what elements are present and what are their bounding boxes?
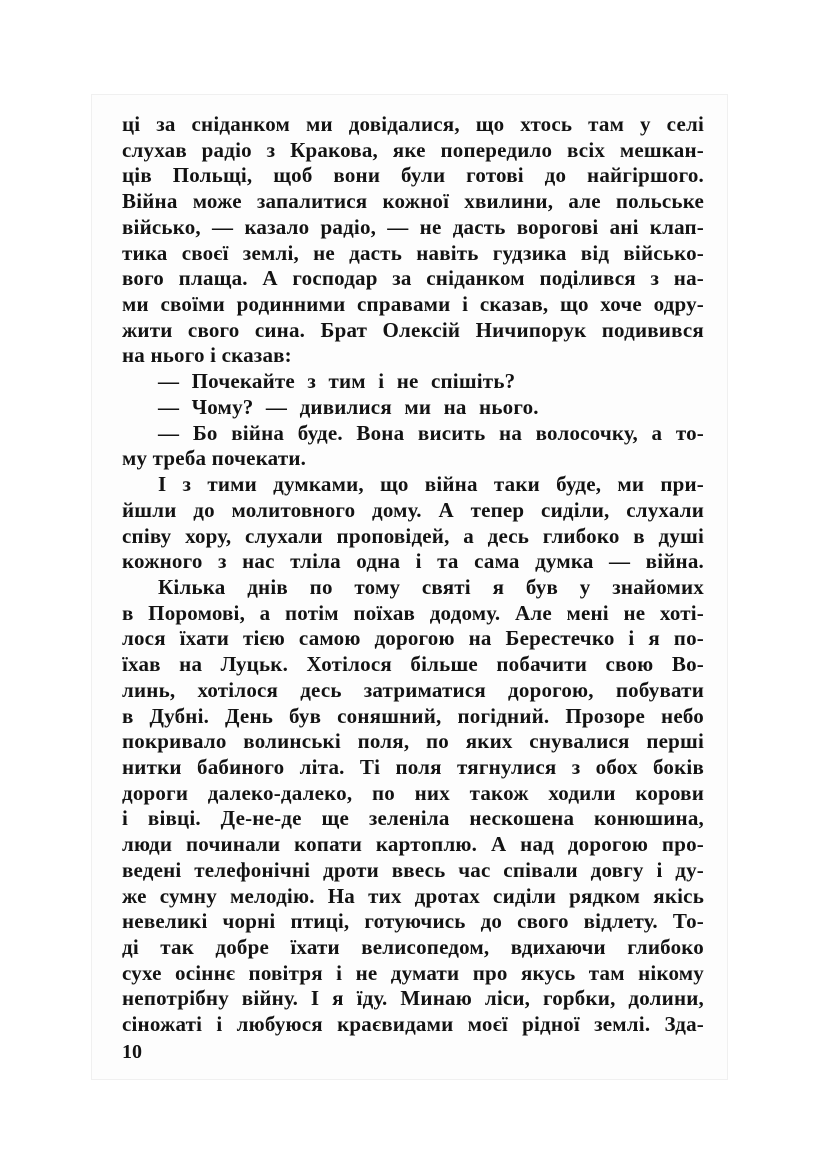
text-line: кожного з нас тліла одна і та сама думка — війна. xyxy=(122,549,704,574)
page-text-block xyxy=(122,112,704,1038)
text-line: ді так добре їхати велисопедом, вдихаючи глибоко xyxy=(122,935,704,959)
text-line: покривало волинські поля, по яких снувалися перші xyxy=(122,729,704,754)
text-line: невеликі чорні птиці, готуючись до свого відлету. То- xyxy=(122,909,704,934)
text-line: же сумну мелодію. На тих дротах сиділи рядком якісь xyxy=(122,883,704,908)
text-line: тика своєї землі, не дасть навіть гудзика від військо- xyxy=(122,240,704,265)
dialogue-line: — Бо війна буде. Вона висить на волосочку, а то- xyxy=(158,420,704,445)
text-line: військо, — казало радіо, — не дасть ворогові ані клап- xyxy=(122,214,704,239)
text-line: і вівці. Де-не-де ще зеленіла нескошена конюшина, xyxy=(122,806,704,831)
text-line: Війна може запалитися кожної хвилини, але польське xyxy=(122,189,704,214)
text-line: вого плаща. А господар за сніданком поділився з на- xyxy=(122,266,704,291)
text-line: дороги далеко-далеко, по них також ходили корови xyxy=(122,780,704,805)
text-line: ці за сніданком ми довідалися, що хтось там у селі xyxy=(122,112,704,136)
text-line: в Поромові, а потім поїхав додому. Але мені не хоті- xyxy=(122,600,704,625)
text-line: співу хору, слухали проповідей, а десь глибоко в душі xyxy=(122,523,704,548)
dialogue-line: — Чому? — дивилися ми на нього. xyxy=(158,394,539,419)
text-line: на нього і сказав: xyxy=(122,343,292,368)
dialogue-line: — Почекайте з тим і не спішіть? xyxy=(158,369,516,394)
text-line: му треба почекати. xyxy=(122,446,307,471)
text-line: нитки бабиного літа. Ті поля тягнулися з обох боків xyxy=(122,754,704,779)
text-line: сухе осіннє повітря і не думати про якусь там нікому xyxy=(122,960,704,985)
text-line: їхав на Луцьк. Хотілося більше побачити свою Во- xyxy=(122,652,704,677)
paragraph-start-line: Кілька днів по тому святі я був у знайомих xyxy=(158,574,704,599)
text-line: линь, хотілося десь затриматися дорогою, побувати xyxy=(122,677,704,702)
text-line: слухав радіо з Кракова, яке попередило всіх мешкан- xyxy=(122,137,704,162)
page-number: 10 xyxy=(122,1041,142,1063)
text-line: йшли до молитовного дому. А тепер сиділи, слухали xyxy=(122,497,704,522)
text-line: ведені телефонічні дроти ввесь час співали довгу і ду- xyxy=(122,857,704,882)
text-line: непотрібну війну. І я їду. Минаю ліси, горбки, долини, xyxy=(122,986,704,1011)
text-line: в Дубні. День був соняшний, погідний. Прозоре небо xyxy=(122,703,704,728)
text-line: ми своїми родинними справами і сказав, що хоче одру- xyxy=(122,292,704,317)
text-line: лося їхати тією самою дорогою на Берестечко і я по- xyxy=(122,626,704,651)
text-line: люди починали копати картоплю. А над дорогою про- xyxy=(122,832,704,857)
text-line: жити свого сина. Брат Олексій Ничипорук подивився xyxy=(122,317,704,342)
text-line: ців Польщі, щоб вони були готові до найгіршого. xyxy=(122,163,704,188)
text-line: сіножаті і любуюся краєвидами моєї рідної землі. Зда- xyxy=(122,1012,704,1037)
paragraph-start-line: І з тими думками, що війна таки буде, ми при- xyxy=(158,472,704,497)
